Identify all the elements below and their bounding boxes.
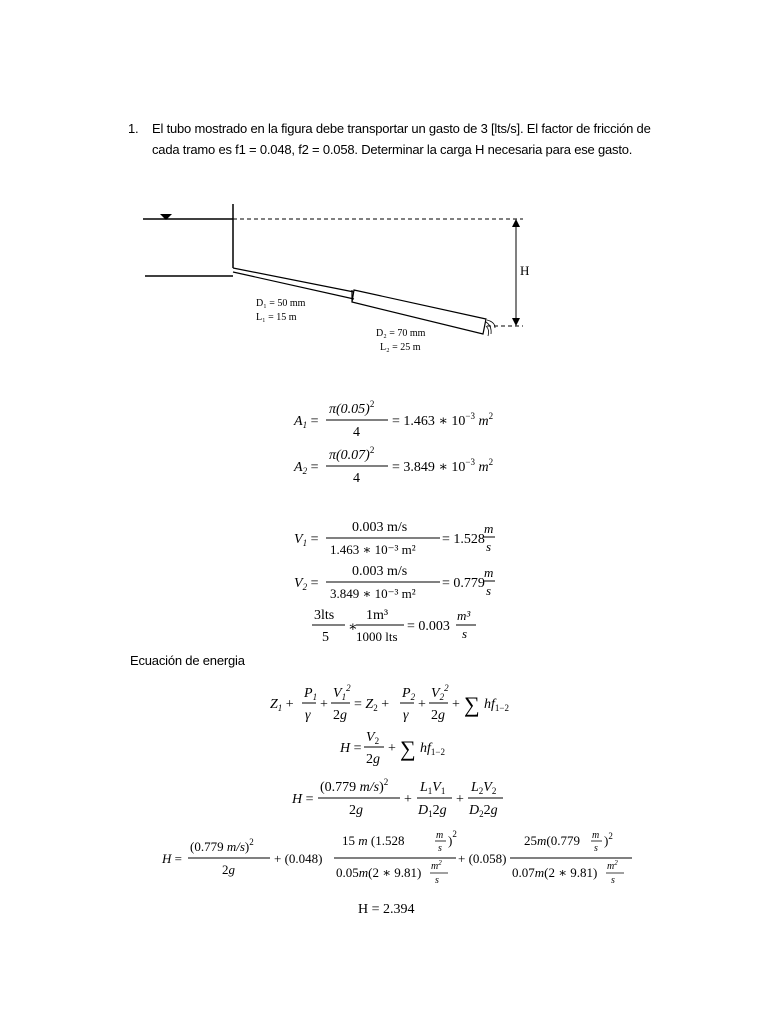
svg-text:)2: )$^2$ [448, 829, 457, 848]
eq-conversion [312, 608, 476, 645]
svg-text:+: + [388, 741, 396, 756]
svg-text:1m³: 1m³ [366, 608, 389, 623]
svg-text:s: s [486, 539, 492, 554]
svg-text:2g: 2g [222, 862, 235, 877]
svg-text:3lts: 3lts [314, 608, 335, 623]
area-velocity-equations [0, 390, 768, 650]
svg-text:15 m (1.528: 15 m (1.528 [342, 833, 405, 848]
svg-text:2g: 2g [366, 752, 380, 767]
svg-text:π(0.07)2: $\pi(0.07)^2$ [329, 445, 375, 463]
svg-text:A1 =: $A_1$ = [294, 414, 319, 430]
outlet-jet [486, 320, 495, 336]
l2-label: L₂ = 25 m [380, 342, 421, 353]
svg-text:1000 lts: 1000 lts [356, 629, 398, 644]
svg-text:1.463 ∗ 10⁻³ m²: 1.463 ∗ 10⁻³ m² [330, 542, 416, 557]
pipe-1-top [233, 268, 354, 292]
svg-text:+: + [404, 792, 412, 807]
eq-v2 [294, 564, 495, 601]
svg-text:V2: $V_2$ [366, 730, 380, 746]
svg-text:(0.779 m/s)2: (0.779 m/s)$^2$ [190, 837, 254, 854]
svg-text:P1: $P_1$ [304, 686, 318, 702]
svg-text:m: m [484, 521, 494, 536]
svg-text:+ (0.058): + (0.058) [458, 851, 507, 866]
svg-text:5: 5 [322, 630, 329, 645]
svg-text:s: s [462, 626, 468, 641]
svg-text:V2 =: $V_2$ = [294, 576, 319, 592]
svg-text:+: + [456, 792, 464, 807]
svg-text:4: 4 [353, 471, 360, 486]
svg-text:m: m [484, 565, 494, 580]
svg-text:A2 =: $A_2$ = [294, 460, 319, 476]
svg-text:= 0.779: = 0.779 [442, 576, 485, 591]
svg-text:P2: $P_2$ [402, 686, 416, 702]
svg-text:H =: H = [162, 851, 182, 866]
svg-text:2g: 2g [431, 708, 445, 723]
svg-text:V1 =: $V_1$ = [294, 532, 319, 548]
svg-text:3.849 ∗ 10⁻³ m²: 3.849 ∗ 10⁻³ m² [330, 586, 416, 601]
svg-text:π(0.05)2: $\pi(0.05)^2$ [329, 399, 375, 417]
energy-equations [0, 675, 768, 925]
svg-text:hf1−2: $hf_{1-2}$ [484, 697, 509, 713]
svg-text:4: 4 [353, 425, 360, 440]
d2-label: D₂ = 70 mm [376, 328, 426, 339]
svg-text:H =: H = [292, 792, 314, 807]
svg-text:γ: γ [403, 708, 409, 723]
svg-text:0.003 m/s: 0.003 m/s [352, 564, 408, 579]
svg-text:2g: 2g [349, 803, 363, 818]
svg-text:D22g: $D_22g$ [469, 803, 498, 819]
svg-text:2g: 2g [333, 708, 347, 723]
eq-bernoulli [270, 683, 509, 723]
svg-text:∑: ∑ [464, 692, 480, 717]
svg-text:0.05m(2 ∗ 9.81): 0.05m(2 ∗ 9.81) [336, 865, 422, 880]
svg-text:s: s [611, 875, 615, 886]
eq-a2 [293, 445, 493, 486]
svg-text:L2V2: $L_2V_2$ [471, 780, 497, 796]
eq-a1 [293, 399, 493, 440]
svg-text:+ (0.048): + (0.048) [274, 851, 323, 866]
svg-text:s: s [486, 583, 492, 598]
svg-text:25m(0.779: 25m(0.779 [524, 833, 580, 848]
svg-text:0.07m(2 ∗ 9.81): 0.07m(2 ∗ 9.81) [512, 865, 598, 880]
svg-text:m: m [592, 830, 600, 841]
svg-text:= 3.849 ∗ 10−3 m2: = 3.849 ∗ $10^{-3}$ $m^2$ [392, 457, 494, 475]
energy-equation-title: Ecuación de energia [130, 653, 245, 668]
l1-label: L₁ = 15 m [256, 312, 297, 323]
eq-h-substituted [291, 777, 503, 819]
svg-text:= 1.463 ∗ 10−3 m2: = 1.463 ∗ $10^{-3}$ $m^2$ [392, 411, 494, 429]
svg-text:L1V1: $L_1V_1$ [420, 780, 446, 796]
svg-text:m2: $m^2$ [431, 859, 442, 872]
svg-text:m: m [436, 830, 444, 841]
svg-text:= 1.528: = 1.528 [442, 532, 485, 547]
svg-text:m2: $m^2$ [607, 859, 618, 872]
svg-text:γ: γ [305, 708, 311, 723]
svg-text:s: s [438, 843, 442, 854]
h-label: H [520, 263, 530, 278]
svg-text:∑: ∑ [400, 736, 416, 761]
svg-text:s: s [435, 875, 439, 886]
problem-text: El tubo mostrado en la figura debe transportar un gasto de 3 [lts/s]. El factor de fricción de cada tramo es f1 = 0.048, f2 = 0.058. Determinar la carga H necesaria para ese gasto. [152, 121, 651, 157]
pipe-1-bottom [233, 272, 354, 299]
svg-text:s: s [594, 843, 598, 854]
svg-text:= Z2 +: = $Z_2$ + [354, 697, 390, 713]
d1-label: D₁ = 50 mm [256, 298, 306, 309]
svg-text:+: + [452, 697, 460, 712]
eq-h-numeric [161, 829, 632, 886]
svg-text:+: + [418, 697, 426, 712]
svg-text:V12: $V_1^2$ [333, 683, 351, 702]
svg-text:+: + [320, 697, 328, 712]
problem-number: 1. [128, 121, 139, 136]
result: H = 2.394 [358, 902, 415, 917]
svg-text:∗: ∗ [348, 620, 358, 635]
eq-h-simplified [339, 730, 445, 767]
svg-text:V22: $V_2^2$ [431, 683, 449, 702]
svg-text:Z1 +: $Z_1$ + [270, 697, 294, 713]
svg-text:m³: m³ [457, 608, 471, 623]
eq-v1 [294, 520, 495, 557]
svg-text:)2: )$^2$ [604, 831, 613, 848]
svg-text:hf1−2: $hf_{1-2}$ [420, 741, 445, 757]
svg-text:= 0.003: = 0.003 [407, 619, 450, 634]
svg-text:(0.779 m/s)2: (0.779 m/s)$^2$ [320, 777, 389, 795]
svg-text:0.003 m/s: 0.003 m/s [352, 520, 408, 535]
svg-text:H =: H = [340, 741, 362, 756]
svg-text:D12g: $D_12g$ [418, 803, 447, 819]
pipe-figure [0, 0, 768, 370]
